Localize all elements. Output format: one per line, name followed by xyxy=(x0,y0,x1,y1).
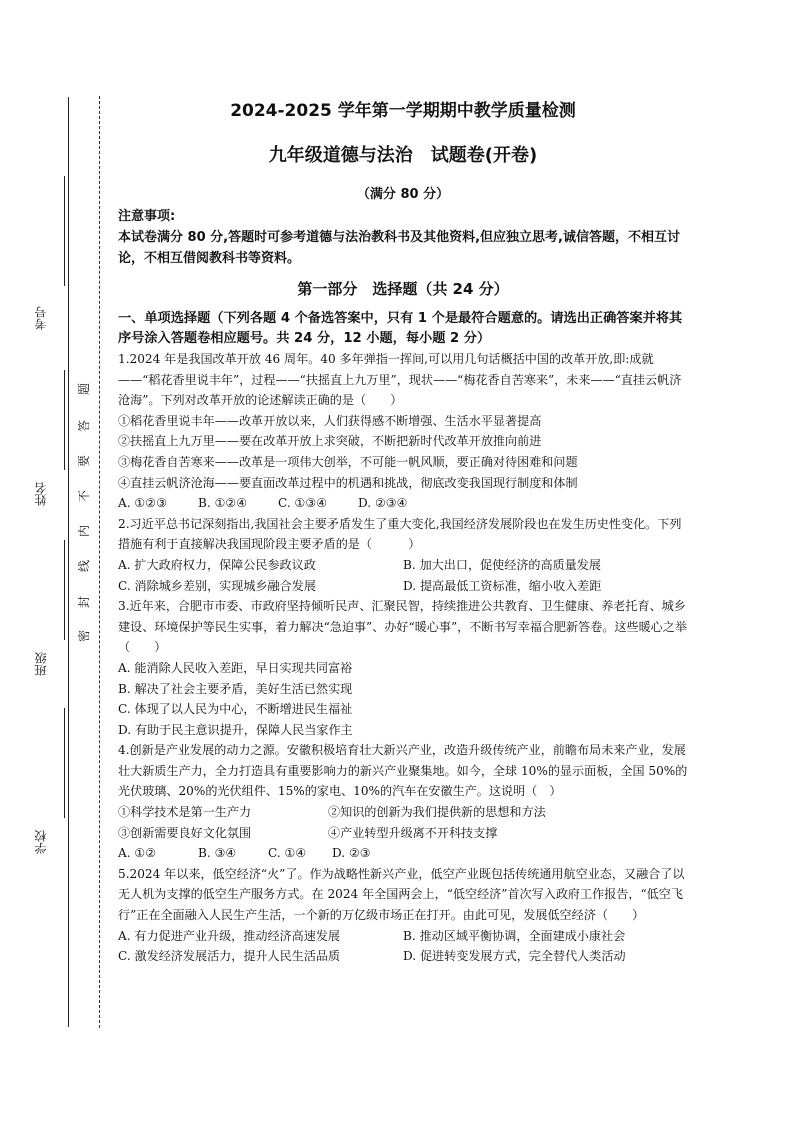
option-c[interactable]: C. ①④ xyxy=(268,846,307,861)
option-a[interactable]: A. 能消除人民收入差距，早日实现共同富裕 xyxy=(118,660,353,675)
statement-item: ③梅花香自苦寒来——改革是一项伟大创举，不可能一帆风顺，要正确对待困难和问题 xyxy=(118,454,578,469)
option-d[interactable]: D. 有助于民主意识提升，保障人民当家作主 xyxy=(118,722,353,737)
statement-item: ①稻花香里说丰年——改革开放以来，人们获得感不断增强、生活水平显著提高 xyxy=(118,413,542,428)
name-label: 姓名 xyxy=(34,482,48,506)
question-3 xyxy=(118,596,688,740)
part-title: 第一部分 选择题（共 24 分） xyxy=(297,280,509,298)
statement-row xyxy=(118,802,688,823)
field-exam-number xyxy=(20,176,60,356)
question-stem: 2.习近平总书记深刻指出,我国社会主要矛盾发生了重大变化,我国经济发展阶段也在发生历史性变化。下列措施有利于直接解决我国现阶段主要矛盾的是（ ） xyxy=(118,516,682,552)
notice-heading: 注意事项: xyxy=(118,209,176,224)
full-score: （满分 80 分） xyxy=(356,187,450,202)
exam-subtitle: 九年级道德与法治 试题卷(开卷) xyxy=(268,145,538,166)
option-c[interactable]: C. 激发经济发展活力，提升人民生活品质 xyxy=(118,949,341,964)
option-c[interactable]: C. 体现了以人民为中心，不断增进民生福祉 xyxy=(118,702,353,717)
field-class xyxy=(20,540,60,690)
question-stem: 3.近年来，合肥市市委、市政府坚持倾听民声、汇聚民智，持续推进公共教育、卫生健康、养老托育、城乡建设、环境保护等民生实事，着力解决“急迫事”、办好“暖心事”，不断书写幸福合肥新答卷。这些暖心之举（ ） xyxy=(118,599,687,655)
seal-dashed-line xyxy=(99,96,100,1028)
option-d[interactable]: D. 提高最低工资标准，缩小收入差距 xyxy=(403,578,602,593)
option-b[interactable]: B. 推动区域平衡协调，全面建成小康社会 xyxy=(403,928,626,943)
school-label: 学校 xyxy=(34,830,48,854)
option-c[interactable]: C. ①③④ xyxy=(278,496,328,511)
answer-options xyxy=(118,946,688,967)
field-school xyxy=(20,708,60,868)
seal-word: 密 xyxy=(77,629,92,643)
school-blank[interactable] xyxy=(64,708,65,818)
question-stem: 5.2024 年以来，低空经济“火”了。作为战略性新兴产业，低空产业既包括传统通用航空业态，又融合了以无人机为支撑的低空生产服务方式。在 2024 年全国两会上，“低空经济”首次写入政府工作报告，“低空飞行”正在全面融入人民生产生活，一个新的万亿级市场正在打开。由此可见，发展低空经济（ ） xyxy=(118,866,685,923)
answer-options xyxy=(118,843,688,864)
seal-word: 封 xyxy=(77,595,92,609)
option-b[interactable]: B. ③④ xyxy=(198,846,237,861)
option-a[interactable]: A. ①②③ xyxy=(118,496,167,511)
seal-word: 题 xyxy=(77,382,92,396)
option-a[interactable]: A. 扩大政府权力，保障公民参政议政 xyxy=(118,557,316,572)
seal-word: 要 xyxy=(77,454,92,468)
answer-options xyxy=(118,576,688,597)
section-instructions: 一、单项选择题（下列各题 4 个备选答案中，只有 1 个是最符合题意的。请选出正确答案并将其序号涂入答题卷相应题号。共 24 分，12 小题，每小题 2 分） xyxy=(118,311,683,346)
option-d[interactable]: D. 促进转变发展方式，完全替代人类活动 xyxy=(403,949,626,964)
option-d[interactable]: D. ②③④ xyxy=(358,496,408,511)
question-stem: 1.2024 年是我国改革开放 46 周年。40 多年弹指一挥间,可以用几句话概括中国的改革开放,即:成就——“稻花香里说丰年”，过程——“扶摇直上九万里”，现状——“梅花香自苦寒来”，未来——“直挂云帆济沧海”。下列对改革开放的论述解读正确的是（ ） xyxy=(118,352,682,408)
field-name xyxy=(20,370,60,520)
option-a[interactable]: A. 有力促进产业升级，推动经济高速发展 xyxy=(118,928,341,943)
seal-word: 不 xyxy=(77,489,92,503)
exam-title: 2024-2025 学年第一学期期中教学质量检测 xyxy=(230,101,576,121)
option-a[interactable]: A. ①② xyxy=(118,846,157,861)
question-4 xyxy=(118,740,688,864)
statement-row xyxy=(118,823,688,844)
question-1 xyxy=(118,349,688,514)
answer-options xyxy=(118,493,688,514)
seal-word: 答 xyxy=(77,419,92,433)
statement-item: ②知识的创新为我们提供新的思想和方法 xyxy=(328,805,546,820)
statement-item: ④产业转型升级离不开科技支撑 xyxy=(328,825,498,840)
option-d[interactable]: D. ②③ xyxy=(332,846,371,861)
question-stem: 4.创新是产业发展的动力之源。安徽积极培育壮大新兴产业，改造升级传统产业，前瞻布局未来产业，发展壮大新质生产力，全力打造具有重要影响力的新兴产业聚集地。如今，全球 10%的显示面板，全国 50%的光伏玻璃、20%的光伏组件、15%的家电、10%的汽车在安徽生产。这说明（ ） xyxy=(118,743,688,799)
statement-item: ④直挂云帆济沧海——要直面改革过程中的机遇和挑战，彻底改变我国现行制度和体制 xyxy=(118,475,578,490)
statement-item: ③创新需要良好文化氛围 xyxy=(118,825,252,840)
option-b[interactable]: B. ①②④ xyxy=(198,496,248,511)
seal-word: 内 xyxy=(77,524,92,538)
exam-number-blank[interactable] xyxy=(64,176,65,286)
exam-number-label: 考号 xyxy=(34,306,48,330)
option-b[interactable]: B. 加大出口，促使经济的高质量发展 xyxy=(403,557,601,572)
binding-margin xyxy=(0,0,112,1123)
option-c[interactable]: C. 消除城乡差别，实现城乡融合发展 xyxy=(118,578,316,593)
class-blank[interactable] xyxy=(64,540,65,640)
name-blank[interactable] xyxy=(64,370,65,470)
answer-options xyxy=(118,926,688,947)
statement-item: ①科学技术是第一生产力 xyxy=(118,805,252,820)
binding-solid-line xyxy=(68,97,69,1027)
statement-item: ②扶摇直上九万里——要在改革开放上求突破，不断把新时代改革开放推向前进 xyxy=(118,434,542,449)
notice-text: 本试卷满分 80 分,答题时可参考道德与法治教科书及其他资料,但应独立思考,诚信答题，不相互讨论，不相互借阅教科书等资料。 xyxy=(118,230,680,266)
question-5 xyxy=(118,864,688,967)
exam-page xyxy=(118,96,688,967)
question-2 xyxy=(118,514,688,596)
option-b[interactable]: B. 解决了社会主要矛盾，美好生活已然实现 xyxy=(118,681,353,696)
class-label: 班级 xyxy=(34,652,48,676)
answer-options xyxy=(118,555,688,576)
seal-word: 线 xyxy=(77,559,92,573)
